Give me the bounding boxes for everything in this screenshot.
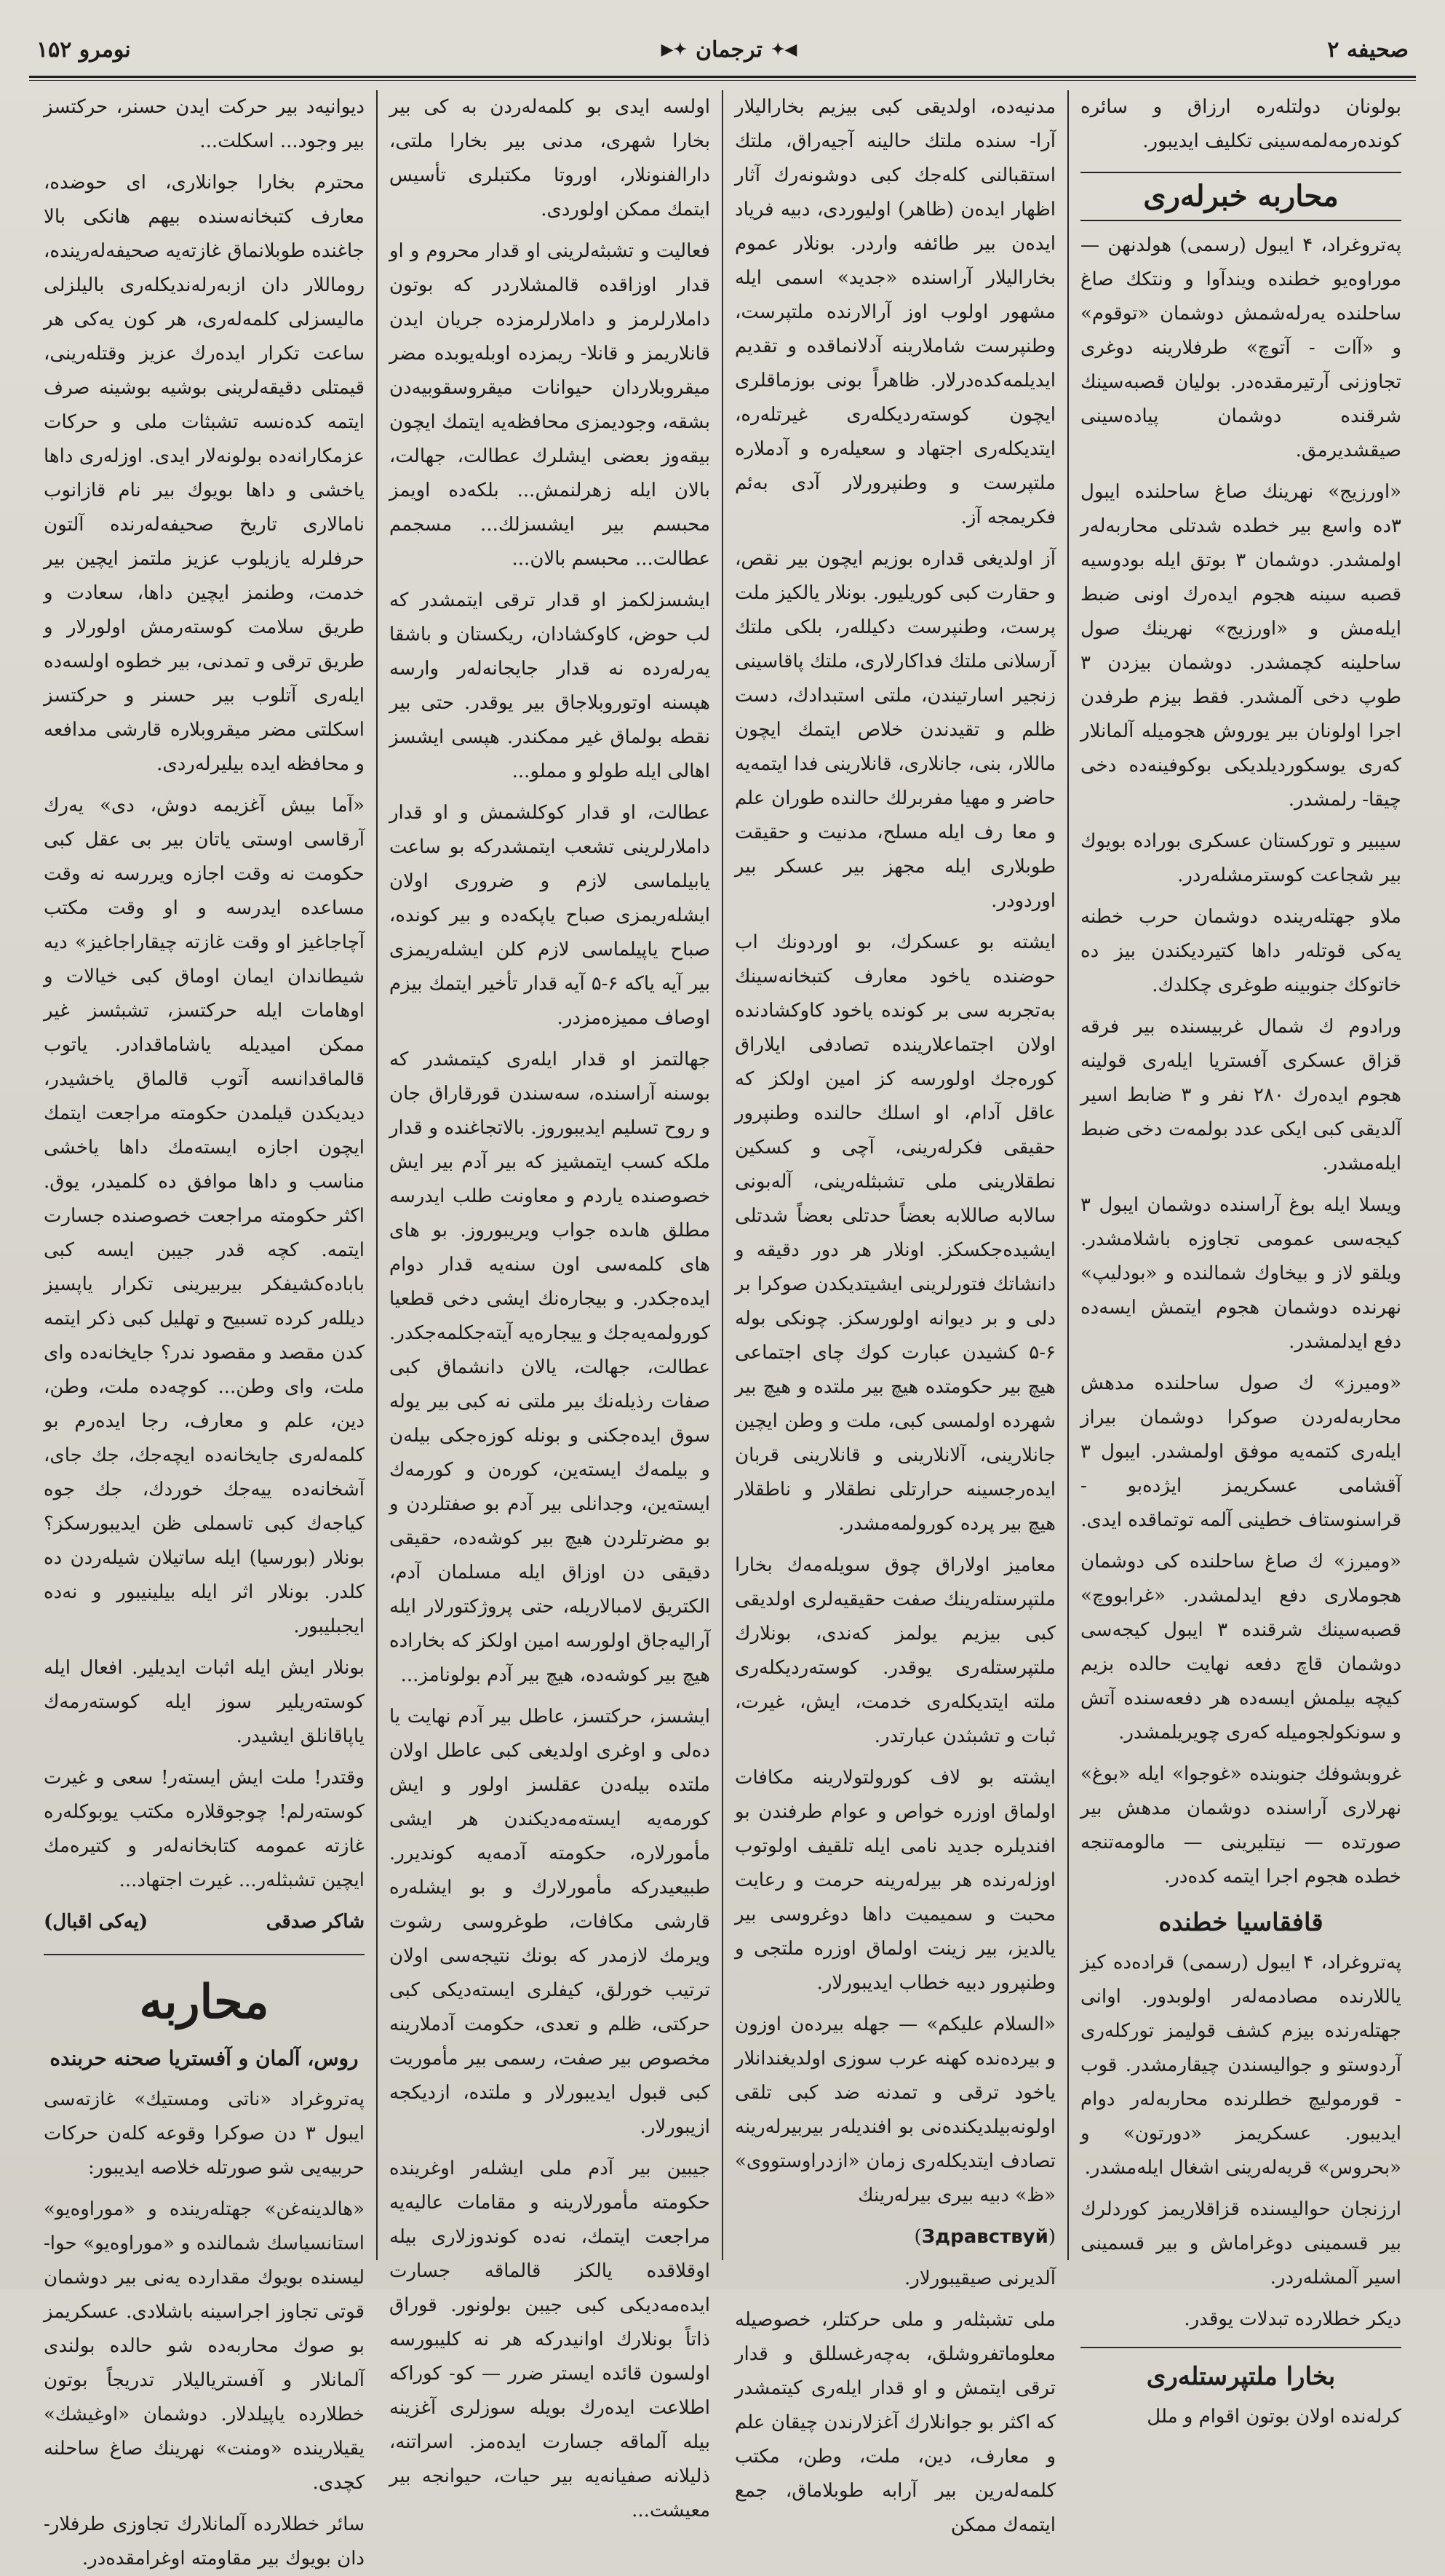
divider (1080, 2347, 1401, 2348)
paragraph: پەتروغراد، ۴ ایبول (رسمی) هولدنهن — موراوەیو خطندە ویندآوا و ونتکك صاغ ساحلندە یەرلەشمش دوشمان «توقوم» و «آات - آتوچ» طرفلارینە دوغری تجاوزنی آرتیرمقدەدر. بولیان قصبەسینك شرقندە دوشمان پیادەسینی صیقشدیرمق. (1080, 234, 1401, 461)
paragraph: ملاو جهتلەریندە دوشمان حرب خطنە یەکی قوتلەر داها کتیردیکندن بیز دە خاتوکك جنوبینە طوغری چکلدك. (1080, 906, 1401, 996)
ornament-right-icon: ◀✦ (771, 40, 797, 59)
paragraph: کرلەندە اولان بوتون اقوام و ملل (1147, 2406, 1401, 2428)
section-title-war: محاربه (139, 1975, 269, 2030)
author-name: شاكر صدقی (266, 1911, 365, 1933)
divider (44, 1954, 365, 1955)
page-header (36, 26, 1409, 73)
paragraph: «هالدینەغن» جهتلەریندە و «موراوەیو» استانسیاسك شمالندە و «موراوەیو» حوا- لیسندە بویوك مقداردە یەنی بیر دوشمان قوتی تجاوز اجراسینە باشلادی. عسکریمز بو صوك محاربەدە شو حالدە بولندی آلمانلار و آفستریالیلار تدریجاً بوتون خطلاردە یاپیلدلار. دوشمان «اوغیشك» یقیلاریندە «ومنت» نهرینك صاغ ساحلنە کچدی. (44, 2198, 365, 2494)
paragraph: ایشسزلکمز او قدار ترقی ایتمشدر کە لب حوض، کاوکشادان، ریکستان و باشقا یەرلەردە نە قدار جایجانەلەر وارسە هپسنە اوتوروبلاجاق بیر یوقدر. حتی بیر نقطە بولماق غیر ممکندر. هپسی ایشسز اهالی ایلە طولو و مملو... (389, 589, 710, 782)
paragraph: ایشتە بو لاف کورولتولارینە مکافات اولماق اوزرە خواص و عوام طرفندن بو افندیلرە جدید نامی ایلە تلقیف اولوتوب اوزلەرندە هر بیرلەرینە حرمت و رعایت محبت و سمیمیت داها دوغروسی بیر یالدیز، بیر زینت اولماق اوزرە ملتجی و وطنپرور دبیه خطاب ایدیبورلار. (735, 1767, 1056, 1994)
paper-name: ترجمان (696, 36, 763, 63)
header-rule-thin (29, 80, 1416, 81)
russian-greeting: Здравствуй (921, 2226, 1048, 2248)
column-1 (1067, 90, 1413, 2428)
paragraph: ایشسز، حرکتسز، عاطل بیر آدم نهایت یا دەلی و اوغری اولدیغی کبی عاطل اولان ملتدە بیلەدن عقلسز اولور و ایش کورمەیە ایستەمەدیکندن هر ایشی مأمورلارە، حکومتە آدمەیە کوندیرر. طبیعیدرکە مأمورلارك و بو ایشلەرە قارشی مکافات، طوغروسی رشوت ویرمك لازمدر کە بونك نتیجەسی اولان ترتیب خورلق، کیفلری ایستەدیکی کبی حرکتی، ظلم و تعدی، حکومت آدملارینە مخصوص بیر صفت، رسمی بیر مأموریت کبی قبول ایدیبورلار و ملتدە، ازدیکجە ازیبورلار. (389, 1706, 710, 2138)
signature-line (44, 1905, 365, 1939)
columns (32, 90, 1413, 2569)
paragraph: ویسلا ایلە بوغ آراسندە دوشمان ایبول ۳ کیجەسی عمومی تجاوزە باشلامشدر. ویلقو لاز و بیخاوك شمالندە و «بودلیپ» نهرندە دوشمان هجوم ایتمش ایسەدە دفع ایدلمشدر. (1080, 1194, 1401, 1353)
paragraph: سائر خطلاردە آلمانلارك تجاوزی طرفلار- دان بویوك بیر مقاومتە اوغرامقدەدر. (44, 2513, 365, 2569)
paragraph: فعالیت و تشبثەلرینی او قدار محروم و او قدار اوزاقدە قالمشلاردر کە بوتون داملارلرمز و داملارلرمزدە جریان ایدن قانلاریمز و قانلا- ریمزدە اوبلەیوبدە مضر میقروبلاردان حیوانات میقروسقوبیەدن بشقە، وجودیمزی محافظەیە ایتمك ایچون بیقەوز بعضی ایشلرك عطالت، جهالت، بالان ایلە زهرلنمش... بلکەدە اویمز محبسم بیر ایشسزلك... مسجمم عطالت... محبسم بالان... (389, 240, 710, 570)
masthead (661, 37, 797, 63)
paragraph: عطالت، او قدار کوکلشمش و او قدار داملارلرینی تشعب ایتمشدرکە بو ساعت یابیلماسی لازم و ضروری اولان ایشلەریمزی صباح یاپکەدە و بیر کوندە، صباح یاپیلماسی لازم کلن ایشلەریمزی بیر آیە یاکە ۶-۵ آیە قدار تأخیر ایتمك بیزم اوصاف ممیزەمزدر. (389, 802, 710, 1029)
ornament-left-icon: ✦▶ (661, 40, 688, 59)
paragraph: جهالتمز او قدار ایلەری کیتمشدر کە بوسنە آراسندە، سەسندن قورقاراق جان و روح تسلیم ایدیبوروز. بالاتجاغندە و قدار ملکە کسب ایتمشیز کە بیر آدم بیر ایش خصوصندە یاردم و معاونت طلب ایدرسە مطلق هاىدە جواب ویریبوروز. بو هاى های کلمەسی اون سنەیە قدار دوام ایدەجکدر. و بیجارەنك ایشی دخی قطعیا کورولمەیەجك و ییجارەیە آیتەجکلمەجکدر. عطالت، جهالت، یالان دانشماق کبی صفات رذیلەنك بیر ملتی نە کبی بیر یولە سوق ایدەجکنی و بونلە کوزەجکی بیلەن و بیلمەك ایستەین، کورەن و کورمەك ایستەین، وجدانلی بیر آدم بو صفتلردن و بو مضرتلردن هیچ بیر کوشەدە، حقیقی دقیقی دن اوزاق ایلە مسلمان آدم، الکتریق لامبالاریلە، حتی پروژکتورلار ایلە آرالیەجاق اولورسە امین اولکز کە بخارادە هیچ بیر کوشەدە، هیچ بیر آدم بولونامز... (389, 1049, 710, 1686)
paragraph: «السلام علیکم» — جهلە بیردەن اوزون و بیردەندە کهنە عرب سوزی اولدیغندانلار یاخود ترقی و تمدنە ضد کبی تلقی اولونەبیلدیکندەنی بو افندیلەر بیربیرلەرینە تصادف ایتدیکلەری زمان «ازدراوستووی» «ظ» دبیه بیری بیرلەرینك (735, 2014, 1056, 2206)
column-3 (376, 90, 722, 2521)
paragraph: دیوانیەد بیر حرکت ایدن حسنر، حرکتسز بیر وجود... اسکلت... (44, 96, 365, 152)
headline: روس، آلمان و آفستریا صحنه حربنده (49, 2046, 359, 2070)
page-number: صحیفه ۲ (1327, 36, 1409, 63)
paragraph: جیبین بیر آدم ملی ایشلەر اوغریندە حکومتە مأمورلارینە و مقامات عالیەیە مراجعت ایتمك، نەدە کوندوزلاری بیلە اوقلاقدە یالکز قالماقە جسارت ایدەمەدیکی کبی جیبن بولونور. قوراق ذاتاً بونلارك اوانیدرکە هر نە کلیبورسە اولسون قائدە ایستر ضرر — کو- کوراکە اطلاعت ایدەرك بویلە سوزلری آغزینە بیلە آلماقە جسارت ایدەمز. اسراتنە، ذلیلانە صفیانەیە بیر حیات، حیوانجە بیر معیشت... (389, 2158, 710, 2521)
paragraph: «آما بیش آغزیمە دوش، دی» یەرك آرقاسی اوستی یاتان بیر بی عقل کبی حکومت نە وقت اجازە ویررسە نە وقت مساعدە ایدرسە و او وقت مکتب آچاجاغیز او وقت غازتە چیقاراجاغیز» دیە شیطاندان ایمان اوماق کبی خیالات و اوهامات ایلە حرکتسز، تشبثسز غیر ممکن امیدیلە یاشاماقدادر. یاتوب قالماقدانسە آتوب قالماق یاخشیدر، دیدیکدن قیلمدن حکومتە مراجعت ایتمك ایچون اجازە ایستەمك داها یاخشی مناسب و داها موافق دە کلمیدر، یوق. اکثر حکومتە مراجعت خصوصندە جسارت ایتمە. کچە قدر جیبن ایسە کبی بابادەکشیفکر بیربیرینی تکرار یاپسیز دیللەر کردە تسبیح و تهلیل کبی ذکر ایتمە کدن مقصد و مقصود ندر؟ جایخانەدە وای ملت، وای وطن... کوچەدە ملت، وطن، دین، علم و معارف، رجا ایدەرم بو کلمەلەری جایخانەدە ایچەجك، جك جای، آشخانەدە ییەجك خوردك، جك جوە کیاجەك کبی تاسملی ظن ایدیبورسکز؟ بونلار (بورسیا) ایلە ساتیلان شیلەردن دە کلدر. بونلار اثر ایلە بیلینیبور و نەدە ایجبلیبور. (44, 795, 365, 1637)
paragraph: مدنیەدە، اولدیقی کبی بیزیم بخارالیلار آرا- سندە ملتك حالینە آجیەراق، ملتك استقبالنی کلەجك کبی دوشونەرك آثار اظهار ایدەن (ظاهر) اولیوردى، دبیه فریاد ایدەن بیر طائفە واردر. بونلار عموم بخارالیلار آراسندە «جدید» اسمی ایلە مشهور اولوب اوز آرالارندە ملتپرست، وطنپرست شاملارینە آدلانماقدە و تقدیم ایدیلمەکدەدرلار. ظاهراً بونی بوزماقلری ایچون کوستەردیکلەری غیرتلەرە، ایتدیکلەری اجتهاد و سعیلەرە و آدملارە ملتپرست و وطنپرورلار آدی بەئم فکریمجە آز. (735, 96, 1056, 528)
issue-number: نومرو ۱۵۲ (36, 36, 131, 63)
paragraph: غروبشوفك جنوبندە «غوجوا» ایلە «بوغ» نهرلاری آراسندە دوشمان مدهش بیر صورتدە — نیتلیرینی — مالومەتنجە خطدە هجوم اجرا ایتمە کدەدر. (1080, 1763, 1401, 1888)
paragraph: ارزنجان حوالیسندە قزاقلاریمز کوردلرك بیر قسمینی دوغراماش و بیر قسمینی اسیر آلمشلەردر. (1080, 2198, 1401, 2289)
header-rule (29, 76, 1416, 78)
paragraph: آلدیرنی صیقیبورلار. (904, 2267, 1056, 2289)
paragraph: آز اولدیغی قدارە بوزیم ایچون بیر نقص، و حقارت کبی کوریلیور. بونلار یالکیز ملت پرست، وطنپرست دکیللەر، بلکی ملتك آرسلانی ملتك فداکارلاری، ملتك پاقاسینی زنجیر اسارتیندن، ملتی استبدادك، دست ظلم و تقیدندن خلاص ایتمك ایچون ماللار، بنی، جانلاری، قانلارینی فدا ایتمەیە حاضر و مهیا مفربرلك حالندە طوران علم و معا رف ایلە مسلح، مدنیت و حقیقت طوبلاری ایلە مجهز بیر عسکر بیر اوردودر. (735, 548, 1056, 912)
column-4 (32, 90, 376, 2569)
subsection-title-bukhara: بخارا ملتپرستلەری (1146, 2362, 1336, 2391)
paragraph: سیبیر و تورکستان عسکری بورادە بویوك بیر شجاعت کوسترمشلەردر. (1080, 830, 1401, 886)
paragraph: اولسە ایدی بو کلمەلەردن بە کی بیر بخارا شهری، مدنی بیر بخارا ملتی، دارالفنونلار، اوروتا مکتبلری تأسیس ایتمك ممکن اولوردی. (389, 96, 710, 220)
paragraph: پەتروغراد، ۴ ایبول (رسمی) قرادەدە کیز یاللارندە مصادمەلەر اولوبدور. اوانی جهتلەرندە بیزم کشف قولیمز تورکلەری آردوستو و جوالیسندن چیقارمشدر. قوب - قورمولیچ خطلرندە محاربەلەر دوام ایدیبور. عسکریمز «دورتون» و «بحروس» قریەلەرینی اشغال ایلەمشدر. (1080, 1952, 1401, 2179)
russian-word-line: (Здравствуй) (914, 2226, 1056, 2248)
column-intro: بولونان دولتلەرە ارزاق و سائرە کوندەرمەلمەسینی تکلیف ایدیبور. (1080, 96, 1401, 152)
subsection-title-caucasus: قافقاسیا خطندە (1158, 1908, 1323, 1937)
paragraph: محترم بخارا جوانلاری، ای حوضدە، معارف کتبخانەسندە بیهم هانکی بالا جاغندە طوبلانماق غازتەیە صحیفەلەریندە، روماللار دان ازبەرلەندیکلەری بالیلزلی مالیسزلی کلمەلەری، هر کون یەکی هر ساعت تکرار ایدەرك عزیز وقتلەرینی، قیمتلی دقیقەلرینی بوشیە بوشینە صرف ایتمە کدەنسە تشبثات ملی و حرکات عزمکارانەدە بولونەلار ایدی. اوزلەری داها یاخشی و داها بویوك بیر نام قازانوب نامالاری تاریخ صحیفەلەرندە آلتون حرفلرلە یازیلوب عزیز ملتمز ایچین بیر خدمت، وطنمز ایچین داها، سعادت و طریق سلامت کوستەرمش اولورلار و طریق ترقی و تمدنی، بیر خطوە اولسەدە ایلەری آتلوب بیر حسنر و حرکتسز اسکلتی مضر میقروبلارە قارشی مدافعە و محافظە ایدە بیلیرلەردی. (44, 172, 365, 775)
paragraph: ایشتە بو عسکرك، بو اوردونك اب حوضندە یاخود معارف کتبخانەسینك بەتجربە سی بر کوندە یاخود کاوکشادندە اولان اجتماعلاریندە تصادفی ایلاراق کورەجك اولورسە کز امین اولکز کە عاقل آدام، او اسلك حالندە وطنپرور حقیقی فکرلەرینی، آچی و کسکین نطقلارینی ملی تشبثلەرینی، آلەبونی سالابە صاللابە بعضاً حدتلی بعضاً شدتلی ایشیدەجکسکز. اونلار هر دور دقیقە و دانشاتك فتورلرینی ایشیتدیکدن صوکرا بر دلی و بر دیوانە اولورسکز. چونکی بولە ۶-۵ کشیدن عبارت کوك چای اجتماعی هیچ بیر حکومتدە هیچ بیر ملتدە و هیچ بیر شهردە اولمسی کبی، ملت و وطن ایچین جانلارینی، آلانلارینی و قانلارینی قربان ایدەرجسینە حرارتلی نطقلار و ناطقلار هیچ بیر پردە کورولمەمشدر. (735, 931, 1056, 1535)
paragraph: «ومیرز» ك صول ساحلندە مدهش محاربەلەردن صوکرا دوشمان بیراز ایلەری کتمەیە موفق اولمشدر. ایبول ۳ آقشامی عسکریمز ایژدەبو - قراسنوستاف خطینی آلمە توتماقدە ایدی. (1080, 1372, 1401, 1531)
paragraph: پەتروغراد «ناتی ومستیك» غازتەسی ایبول ۳ دن صوکرا وقوعە کلەن حرکات حربیەیی شو صورتلە خلاصە ایدیبور: (44, 2088, 365, 2179)
paragraph: بونلار ایش ایلە اثبات ایدیلیر. افعال ایلە کوستەریلیر سوز ایلە کوستەرمەك یاپاقانلق ایشیدر. (44, 1657, 365, 1747)
paragraph: معامیز اولاراق چوق سویلەمەك بخارا ملتپرستلەرینك صفت حقیقیەلری اولدیقی کبی بیزیم یولمز کەندی، بونلارك ملتپرستلەری یوقدر. کوستەردیکلەری ملتە ایتدیکلەری خدمت، ایش، غیرت، ثبات و تشبثدن عبارتدر. (735, 1554, 1056, 1747)
source-note: (یەکی اقبال) (44, 1911, 148, 1933)
paragraph: دیکر خطلاردە تبدلات یوقدر. (1184, 2308, 1401, 2330)
paragraph: ملی تشبثلەر و ملی حرکتلر، خصوصیلە معلوماتفروشلق، بەچەرغسللق و قدار ترقی ایتمش و او قدار ایلەری کیتمشدر کە اکثر بو جوانلارك آغزلارندن چیقان علم و معارف، دین، ملت، وطن، مکتب کلمەلەرین بیر آرابە طوبلاماق، جمع ایتمەك ممکن (735, 2309, 1056, 2536)
paragraph: «اورزیج» نهرینك صاغ ساحلندە ایبول ۳دە واسع بیر خطدە شدتلی محاربەلەر اولمشدر. دوشمان ۳ بوتق ایلە بودوسیە قصبە سینە هجوم ایدەرك اونی ضبط ایلەمش و «اورزیج» نهرینك صول ساحلینە کچمشدر. دوشمان بیزدن ۳ طوپ دخی آلمشدر. فقط بیزم طرفدن اجرا اولونان بیر یوروش هجومیلە آلمانلار کەری یوسکوردیلدیکی بوکوفینەدە دخی چیقا- رلمشدر. (1080, 481, 1401, 811)
paragraph: «ومیرز» ك صاغ ساحلندە کی دوشمان هجوملاری دفع ایدلمشدر. «غرابووچ» قصبەسینك شرقندە ۳ ایبول کیجەسی دوشمان قاچ دفعە نهایت حالدە بزیم کیچە بیلمش ایسەدە هر دفعەسندە آتش و سونکولجومیلە کەری چویریلمشدر. (1080, 1551, 1402, 1744)
paragraph: وقتدر! ملت ایش ایستەر! سعی و غیرت کوستەرلم! چوجوقلارە مکتب یوبوکلەرە غازتە عمومە کتابخانەلەر و کتیرەمك ایچین تشبثلەر... غیرت اجتهاد... (44, 1767, 365, 1891)
paragraph: ورادوم ك شمال غربیسندە بیر فرقە قزاق عسکری آفستریا ایلەری قولینە هجوم ایدەرك ۲۸۰ نفر و ۳ ضابط اسیر آلدیقی کبی ایکی عدد بولمەت دخی ضبط ایلەمشدر. (1080, 1016, 1401, 1174)
column-2 (722, 90, 1067, 2536)
section-title-war-news: محاربه خبرلەری (1080, 172, 1401, 221)
